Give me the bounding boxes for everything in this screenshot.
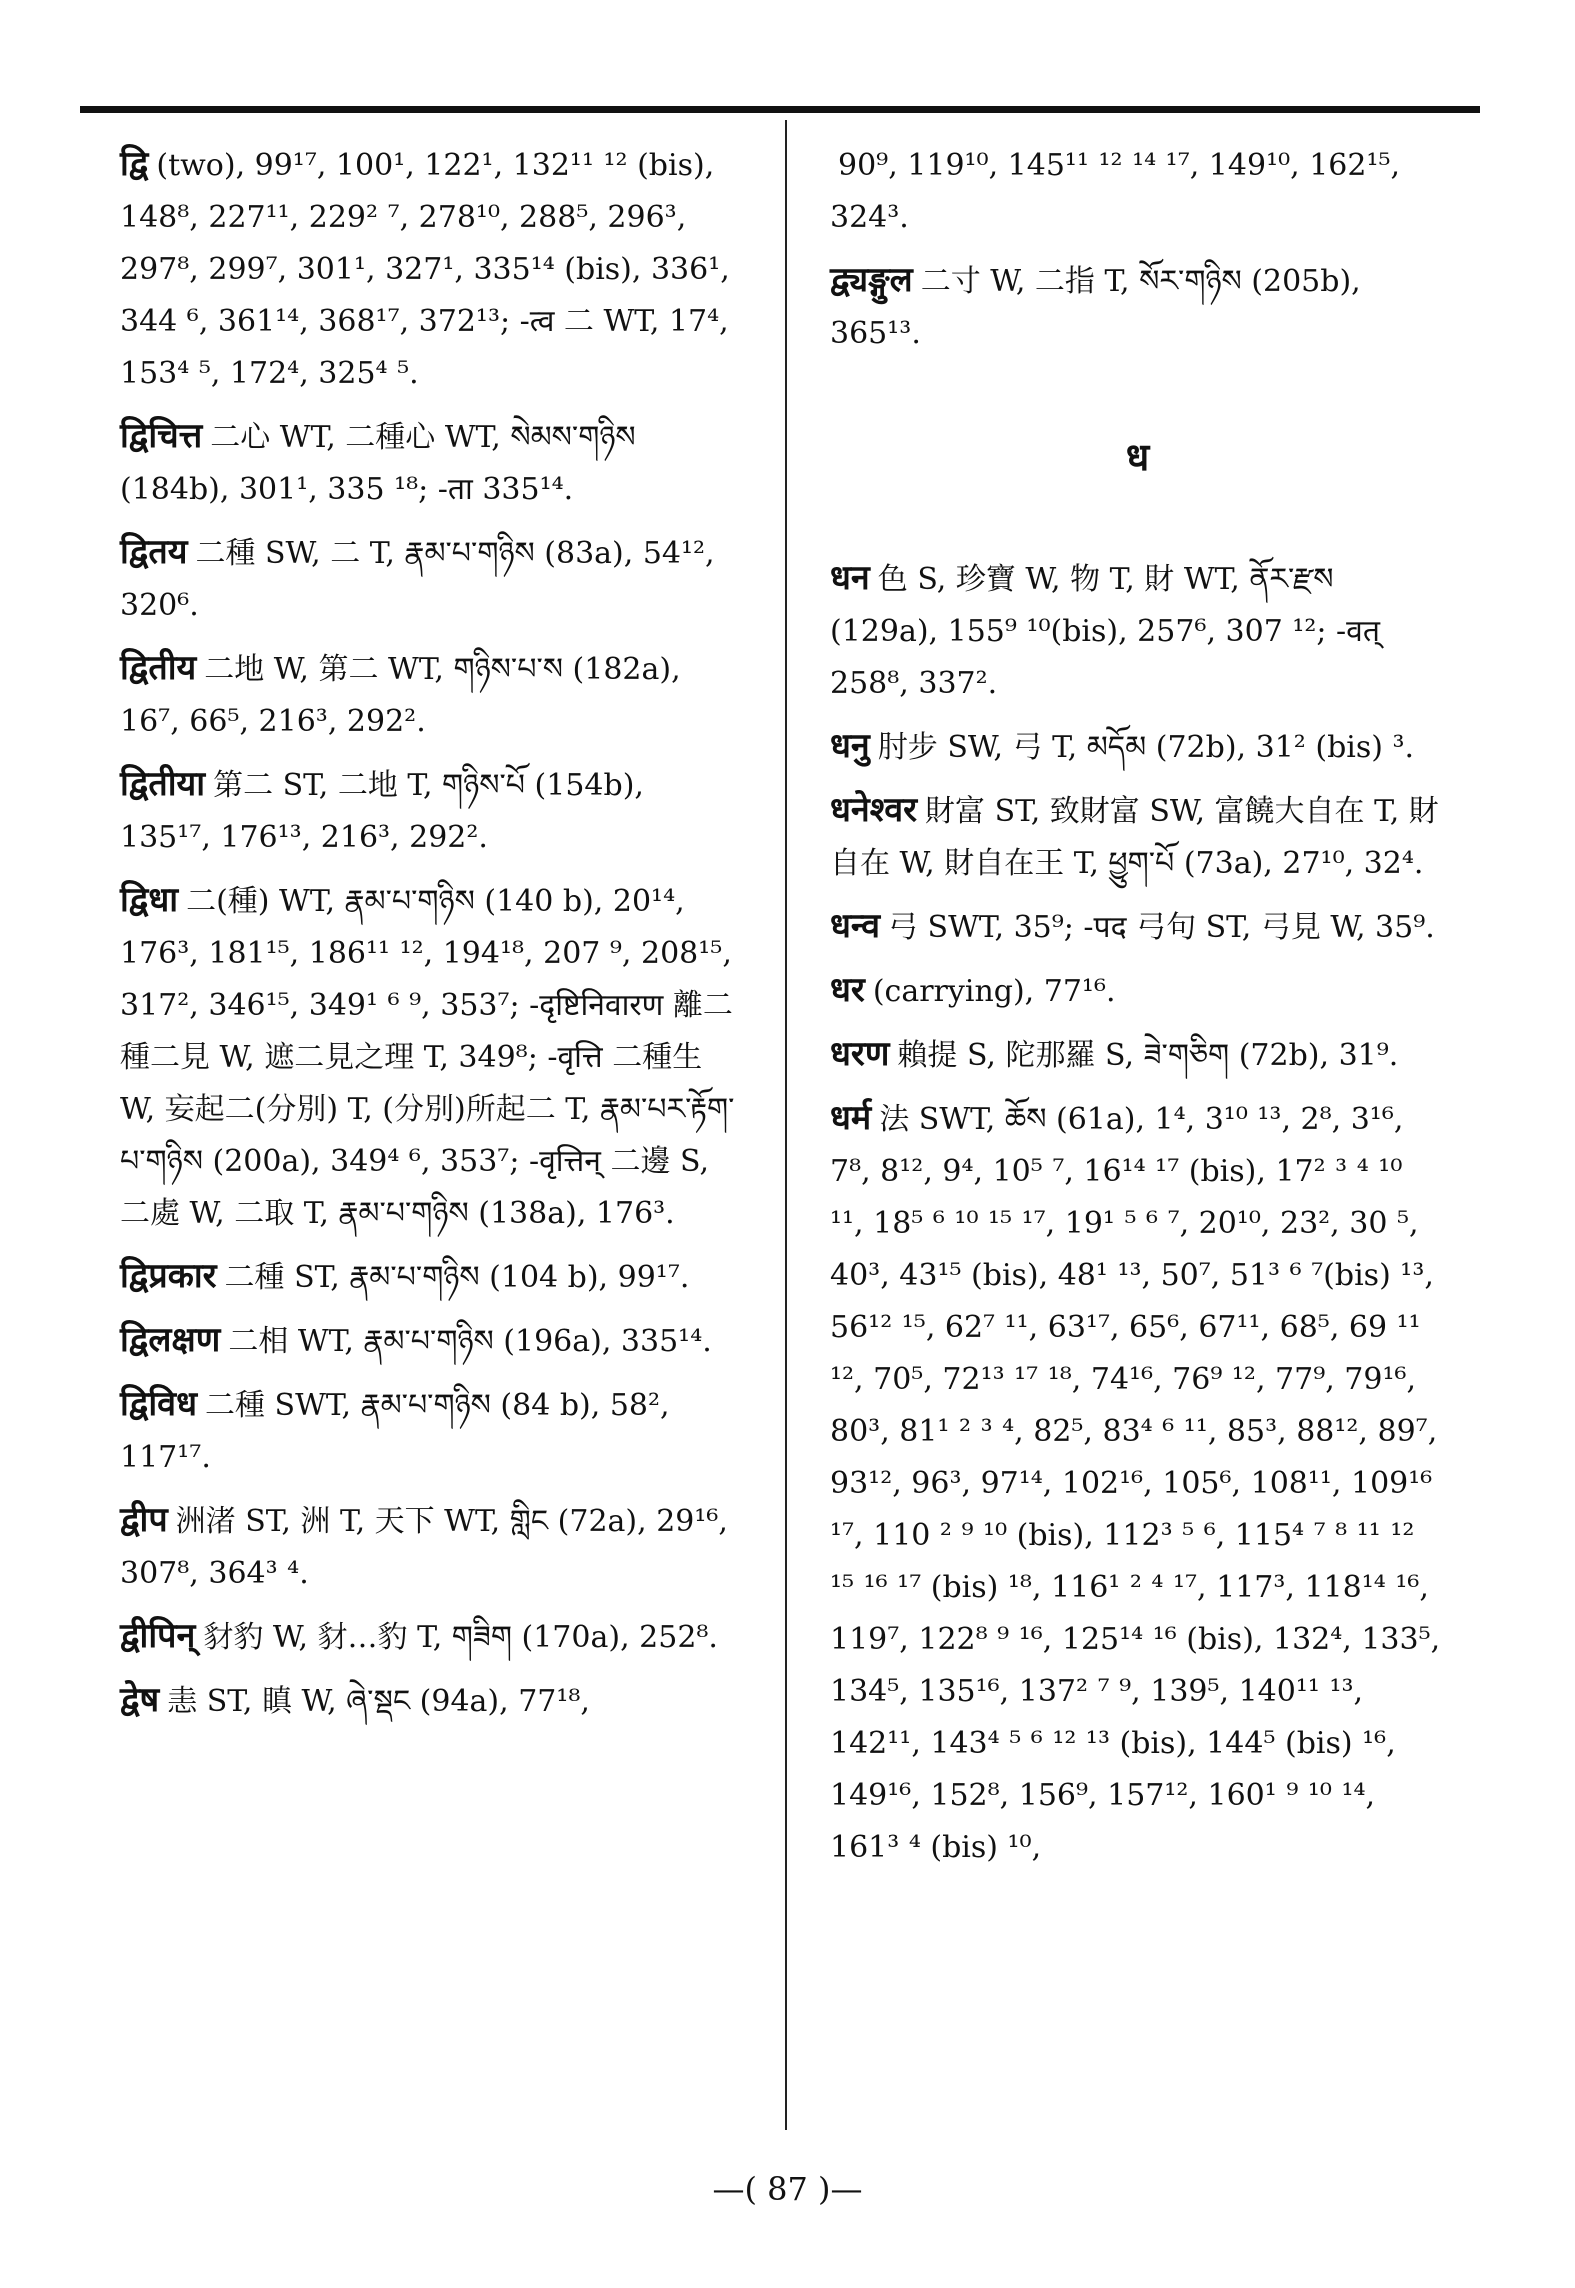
top-rule bbox=[80, 106, 1480, 113]
entry-body: 90⁹, 119¹⁰, 145¹¹ ¹² ¹⁴ ¹⁷, 149¹⁰, 162¹⁵, 324³. bbox=[830, 148, 1401, 235]
entry bbox=[830, 964, 1445, 1018]
headword: धन bbox=[830, 558, 870, 598]
entry-body: (carrying), 77¹⁶. bbox=[872, 974, 1116, 1009]
entry-body: 弓 SWT, 35⁹; -पद 弓句 ST, 弓見 W, 35⁹. bbox=[887, 910, 1435, 945]
headword: द्वितय bbox=[120, 532, 188, 572]
entry bbox=[830, 1092, 1445, 1874]
entry-body: 豺豹 W, 豺…豹 T, གཟིག (170a), 252⁸. bbox=[203, 1620, 718, 1655]
entry-body: 肘步 SW, 弓 T, མདོམ (72b), 31² (bis) ³. bbox=[877, 730, 1415, 765]
entry-body: 恚 ST, 瞋 W, ཞེ་སྡང (94a), 77¹⁸, bbox=[167, 1684, 590, 1719]
headword: धर्म bbox=[830, 1098, 872, 1138]
entry bbox=[830, 1028, 1445, 1082]
headword: द्विप्रकार bbox=[120, 1256, 217, 1296]
entry bbox=[120, 1674, 740, 1728]
entry bbox=[120, 874, 740, 1240]
entry bbox=[830, 784, 1445, 890]
entry bbox=[120, 1314, 740, 1368]
entry bbox=[120, 1610, 740, 1664]
headword: द्वितीया bbox=[120, 764, 206, 804]
headword: द्विचित्त bbox=[120, 416, 203, 456]
headword: द्विविध bbox=[120, 1384, 197, 1424]
section-letter: ध bbox=[1125, 434, 1150, 479]
entry-body: 洲渚 ST, 洲 T, 天下 WT, གླིང (72a), 29¹⁶, 307⁸, 364³ ⁴. bbox=[120, 1504, 728, 1591]
entry-body: 二(種) WT, རྣམ་པ་གཉིས (140 b), 20¹⁴, 176³, 181¹⁵, 186¹¹ ¹², 194¹⁸, 207 ⁹, 208¹⁵, 317², 346¹⁵, 349¹ ⁶ ⁹, 353⁷; -दृष्टिनिवारण 離二種二見 W, 遮二見之理 T, 349⁸; -वृत्ति 二種生 W, 妄起二(分別) T, (分別)所起二 T, རྣམ་པར་རྟོག་པ་གཉིས (200a), 349⁴ ⁶, 353⁷; -वृत्तिन् 二邊 S, 二處 W, 二取 T, རྣམ་པ་གཉིས (138a), 176³. bbox=[120, 884, 735, 1231]
entry bbox=[120, 1378, 740, 1484]
entry-body: 二相 WT, རྣམ་པ་གཉིས (196a), 335¹⁴. bbox=[228, 1324, 712, 1359]
entry-body: 賴提 S, 陀那羅 S, ཟེ་གཅིག (72b), 31⁹. bbox=[897, 1038, 1399, 1073]
headword: धनेश्वर bbox=[830, 790, 918, 830]
entry-body: (two), 99¹⁷, 100¹, 122¹, 132¹¹ ¹² (bis), 148⁸, 227¹¹, 229² ⁷, 278¹⁰, 288⁵, 296³, 297⁸, 299⁷, 301¹, 327¹, 335¹⁴ (bis), 336¹, 344 ⁶, 361¹⁴, 368¹⁷, 372¹³; -त्व 二 WT, 17⁴, 153⁴ ⁵, 172⁴, 325⁴ ⁵. bbox=[120, 148, 730, 391]
headword: धरण bbox=[830, 1034, 890, 1074]
right-column bbox=[830, 138, 1445, 1884]
headword: द्वितीय bbox=[120, 648, 197, 688]
entry bbox=[120, 1494, 740, 1600]
page-number: —( 87 )— bbox=[712, 2170, 863, 2208]
headword: द्विलक्षण bbox=[120, 1320, 221, 1360]
headword: द्वेष bbox=[120, 1680, 160, 1720]
headword: द्वीप bbox=[120, 1500, 168, 1540]
entry bbox=[120, 1250, 740, 1304]
entry-body: 二種 ST, རྣམ་པ་གཉིས (104 b), 99¹⁷. bbox=[224, 1260, 690, 1295]
entry-body: 財富 ST, 致財富 SW, 富饒大自在 T, 財自在 W, 財自在王 T, ཕྱུག་པོ (73a), 27¹⁰, 32⁴. bbox=[830, 794, 1439, 881]
headword: द्वीपिन् bbox=[120, 1616, 196, 1656]
left-column bbox=[120, 138, 740, 1738]
entry bbox=[120, 758, 740, 864]
entry-body: 二寸 W, 二指 T, སོར་གཉིས (205b), 365¹³. bbox=[830, 264, 1361, 351]
headword: द्व्यङ्गुल bbox=[830, 260, 913, 300]
entry bbox=[830, 552, 1445, 710]
headword: धनु bbox=[830, 726, 870, 766]
headword: धन्व bbox=[830, 906, 880, 946]
entry-body: 法 SWT, ཆོས (61a), 1⁴, 3¹⁰ ¹³, 2⁸, 3¹⁶, 7⁸, 8¹², 9⁴, 10⁵ ⁷, 16¹⁴ ¹⁷ (bis), 17² ³ ⁴ ¹⁰ ¹¹, 18⁵ ⁶ ¹⁰ ¹⁵ ¹⁷, 19¹ ⁵ ⁶ ⁷, 20¹⁰, 23², 30 ⁵, 40³, 43¹⁵ (bis), 48¹ ¹³, 50⁷, 51³ ⁶ ⁷(bis) ¹³, 56¹² ¹⁵, 62⁷ ¹¹, 63¹⁷, 65⁶, 67¹¹, 68⁵, 69 ¹¹ ¹², 70⁵, 72¹³ ¹⁷ ¹⁸, 74¹⁶, 76⁹ ¹², 77⁹, 79¹⁶, 80³, 81¹ ² ³ ⁴, 82⁵, 83⁴ ⁶ ¹¹, 85³, 88¹², 89⁷, 93¹², 96³, 97¹⁴, 102¹⁶, 105⁶, 108¹¹, 109¹⁶ ¹⁷, 110 ² ⁹ ¹⁰ (bis), 112³ ⁵ ⁶, 115⁴ ⁷ ⁸ ¹¹ ¹² ¹⁵ ¹⁶ ¹⁷ (bis) ¹⁸, 116¹ ² ⁴ ¹⁷, 117³, 118¹⁴ ¹⁶, 119⁷, 122⁸ ⁹ ¹⁶, 125¹⁴ ¹⁶ (bis), 132⁴, 133⁵, 134⁵, 135¹⁶, 137² ⁷ ⁹, 139⁵, 140¹¹ ¹³, 142¹¹, 143⁴ ⁵ ⁶ ¹² ¹³ (bis), 144⁵ (bis) ¹⁶, 149¹⁶, 152⁸, 156⁹, 157¹², 160¹ ⁹ ¹⁰ ¹⁴, 161³ ⁴ (bis) ¹⁰, bbox=[830, 1102, 1441, 1865]
entry bbox=[830, 254, 1445, 360]
entry-body: 色 S, 珍寶 W, 物 T, 財 WT, ནོར་རྫས (129a), 155⁹ ¹⁰(bis), 257⁶, 307 ¹²; -वत् 258⁸, 337². bbox=[830, 562, 1380, 701]
entry-continuation bbox=[830, 138, 1445, 244]
headword: द्विधा bbox=[120, 880, 179, 920]
entry-body: 二種 SW, 二 T, རྣམ་པ་གཉིས (83a), 54¹², 320⁶. bbox=[120, 536, 715, 623]
headword: धर bbox=[830, 970, 865, 1010]
entry-body: 二心 WT, 二種心 WT, སེམས་གཉིས (184b), 301¹, 335 ¹⁸; -ता 335¹⁴. bbox=[120, 420, 636, 507]
entry bbox=[120, 138, 740, 400]
entry bbox=[830, 720, 1445, 774]
entry bbox=[830, 900, 1445, 954]
entry bbox=[120, 642, 740, 748]
entry-body: 二地 W, 第二 WT, གཉིས་པ་ས (182a), 16⁷, 66⁵, 216³, 292². bbox=[120, 652, 681, 739]
headword: द्वि bbox=[120, 144, 149, 184]
entry-body: 二種 SWT, རྣམ་པ་གཉིས (84 b), 58², 117¹⁷. bbox=[120, 1388, 670, 1475]
entry-body: 第二 ST, 二地 T, གཉིས་པོ (154b), 135¹⁷, 176¹³, 216³, 292². bbox=[120, 768, 644, 855]
entry bbox=[120, 526, 740, 632]
entry bbox=[120, 410, 740, 516]
column-divider bbox=[785, 120, 787, 2130]
